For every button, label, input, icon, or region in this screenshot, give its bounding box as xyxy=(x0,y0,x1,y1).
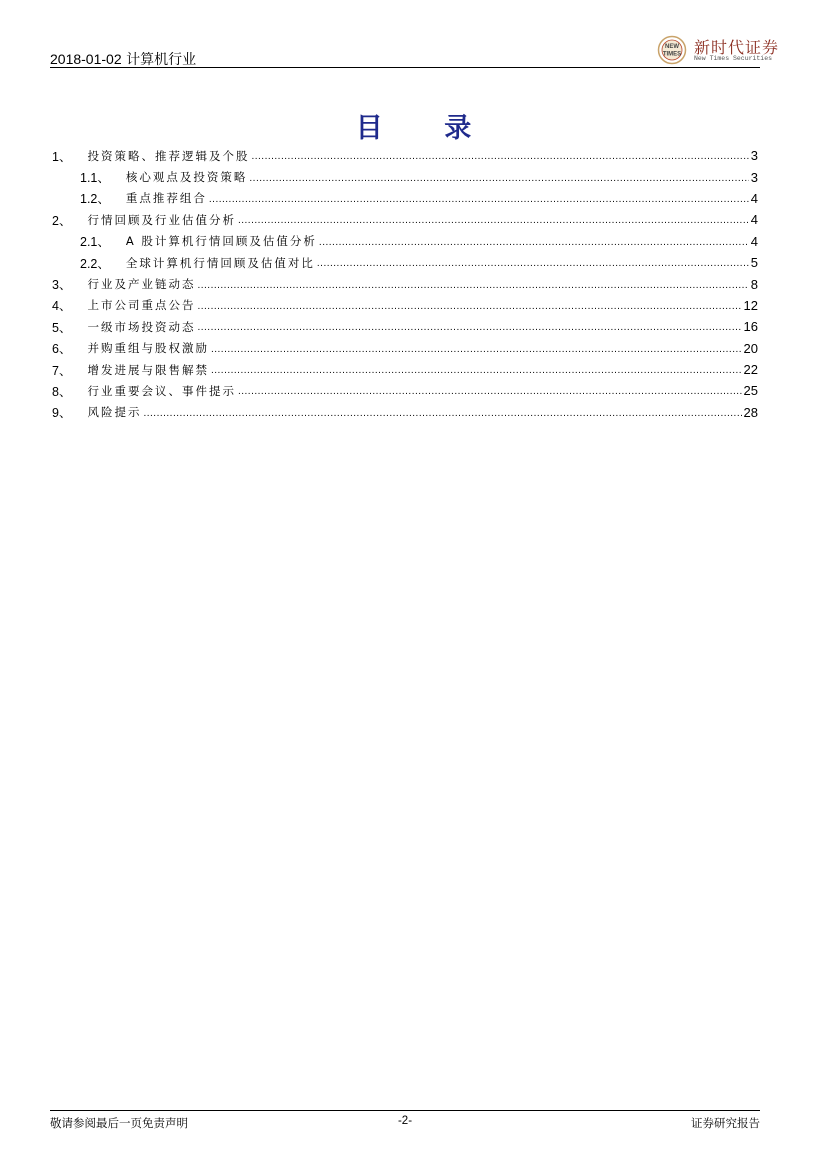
toc-entry[interactable] xyxy=(52,252,758,273)
toc-leader-dots xyxy=(317,258,749,269)
toc-entry[interactable] xyxy=(52,273,758,294)
toc-leader-dots xyxy=(211,365,742,376)
toc-entry[interactable] xyxy=(52,145,758,166)
toc-entry-title: 增发进展与限售解禁 xyxy=(87,362,209,377)
footer-divider xyxy=(50,1110,760,1111)
header-info xyxy=(50,49,196,69)
toc-entry-number: 3、 xyxy=(52,278,72,293)
toc-entry-number: 1.2、 xyxy=(80,192,110,207)
toc-entry-page: 4 xyxy=(750,190,758,206)
disclaimer-note: 敬请参阅最后一页免责声明 xyxy=(50,1116,188,1130)
toc-entry-title: 一级市场投资动态 xyxy=(87,319,196,334)
toc-entry-title: A 股计算机行情回顾及估值分析 xyxy=(125,234,317,249)
toc-entry-number: 9、 xyxy=(52,406,72,421)
toc-entry-page: 16 xyxy=(743,319,758,335)
toc-entry-title: 行业重要会议、事件提示 xyxy=(87,383,236,398)
toc-leader-dots xyxy=(251,151,748,162)
toc-leader-dots xyxy=(319,237,749,248)
toc-entry-number: 2、 xyxy=(52,213,72,228)
toc-entry-number: 1、 xyxy=(52,149,72,164)
toc-leader-dots xyxy=(197,322,741,333)
toc-entry-number: 8、 xyxy=(52,384,72,399)
toc-entry-title: 上市公司重点公告 xyxy=(87,298,196,313)
toc-leader-dots xyxy=(238,386,742,397)
toc-entry-title: 核心观点及投资策略 xyxy=(125,170,248,185)
toc-entry[interactable] xyxy=(52,402,758,423)
toc-entry-page: 4 xyxy=(750,212,758,228)
toc-entry-number: 2.1、 xyxy=(80,235,110,250)
toc-entry[interactable] xyxy=(52,338,758,359)
toc-entry[interactable] xyxy=(52,209,758,230)
company-logo xyxy=(656,33,780,67)
toc-entry-title: 并购重组与股权激励 xyxy=(87,341,209,356)
toc-entry[interactable] xyxy=(52,231,758,252)
toc-entry-page: 12 xyxy=(743,297,758,313)
toc-entry-number: 2.2、 xyxy=(80,256,110,271)
toc-entry-title: 投资策略、推荐逻辑及个股 xyxy=(87,148,250,163)
toc-entry[interactable] xyxy=(52,295,758,316)
toc-entry-page: 4 xyxy=(750,233,758,249)
toc-leader-dots xyxy=(209,194,749,205)
toc-entry-title: 行业及产业链动态 xyxy=(87,277,196,292)
toc-entry[interactable] xyxy=(52,188,758,209)
toc-entry-number: 1.1、 xyxy=(80,171,110,186)
report-industry: 计算机行业 xyxy=(126,52,197,68)
header-divider xyxy=(50,67,760,68)
toc-entry-title: 风险提示 xyxy=(87,405,142,420)
toc-leader-dots xyxy=(197,280,748,291)
toc-entry-page: 22 xyxy=(743,362,758,378)
page-header xyxy=(50,40,760,70)
toc-title: 目 录 xyxy=(355,113,498,144)
logo-name-cn: 新时代证券 xyxy=(694,38,780,57)
toc-entry[interactable] xyxy=(52,166,758,187)
toc-leader-dots xyxy=(143,408,741,419)
toc-entry[interactable] xyxy=(52,316,758,337)
document-type: 证券研究报告 xyxy=(691,1116,760,1130)
page-footer xyxy=(50,1115,760,1133)
page-number: -2- xyxy=(397,1115,413,1127)
toc-leader-dots xyxy=(238,215,749,226)
toc-entry-number: 7、 xyxy=(52,363,72,378)
toc-entry[interactable] xyxy=(52,380,758,401)
toc-entry-page: 8 xyxy=(750,276,758,292)
toc-entry-page: 5 xyxy=(750,255,758,271)
logo-name-en: New Times Securities xyxy=(694,55,773,62)
table-of-contents xyxy=(52,145,758,423)
toc-entry-page: 3 xyxy=(750,148,758,164)
report-date: 2018-01-02 xyxy=(50,51,122,67)
toc-entry-number: 6、 xyxy=(52,342,72,357)
toc-entry-title: 重点推荐组合 xyxy=(125,191,207,206)
toc-entry-title: 全球计算机行情回顾及估值对比 xyxy=(125,255,315,270)
toc-entry-page: 20 xyxy=(743,340,758,356)
toc-entry-number: 5、 xyxy=(52,320,72,335)
toc-entry-page: 3 xyxy=(750,169,758,185)
toc-entry[interactable] xyxy=(52,359,758,380)
toc-entry-page: 28 xyxy=(743,404,758,420)
new-times-badge-icon xyxy=(656,35,688,65)
toc-entry-number: 4、 xyxy=(52,299,72,314)
svg-text:NEW: NEW xyxy=(665,44,679,50)
svg-text:TIMES: TIMES xyxy=(662,51,682,58)
toc-leader-dots xyxy=(211,344,742,355)
toc-leader-dots xyxy=(197,301,741,312)
toc-leader-dots xyxy=(249,173,748,184)
toc-entry-page: 25 xyxy=(743,383,758,399)
toc-entry-title: 行情回顾及行业估值分析 xyxy=(87,212,236,227)
